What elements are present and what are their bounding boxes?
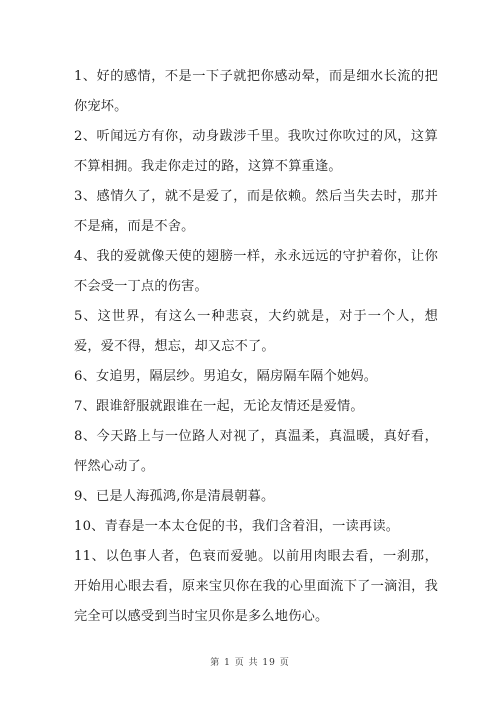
paragraph-5: 5、这世界，有这么一种悲哀，大约就是，对于一个人，想爱，爱不得，想忘，却又忘不了。 (74, 309, 438, 354)
paragraph-6: 6、女追男，隔层纱。男追女，隔房隔车隔个她妈。 (74, 369, 378, 384)
paragraph-7: 7、跟谁舒服就跟谁在一起，无论友情还是爱情。 (74, 399, 364, 414)
paragraph-8: 8、今天路上与一位路人对视了，真温柔，真温暖，真好看，怦然心动了。 (74, 429, 438, 474)
paragraph-4: 4、我的爱就像天使的翅膀一样，永永远远的守护着你，让你不会受一丁点的伤害。 (74, 249, 438, 294)
paragraph-2: 2、听闻远方有你，动身跋涉千里。我吹过你吹过的风，这算不算相拥。我走你走过的路，这算不算重逢。 (74, 129, 438, 174)
paragraph-11: 11、以色事人者，色衰而爱驰。以前用肉眼去看，一刹那，开始用心眼去看，原来宝贝你在我的心里面流下了一滴泪，我完全可以感受到当时宝贝你是多么地伤心。 (74, 549, 438, 624)
document-body (74, 62, 438, 632)
page-footer: 第 1 页 共 19 页 (210, 658, 290, 668)
paragraph-1: 1、好的感情，不是一下子就把你感动晕，而是细水长流的把你宠坏。 (74, 69, 438, 114)
paragraph-3: 3、感情久了，就不是爱了，而是依赖。然后当失去时，那并不是痛，而是不舍。 (74, 189, 438, 234)
paragraph-9: 9、已是人海孤鸿,你是清晨朝暮。 (74, 489, 275, 504)
paragraph-10: 10、青春是一本太仓促的书，我们含着泪，一读再读。 (74, 519, 400, 534)
